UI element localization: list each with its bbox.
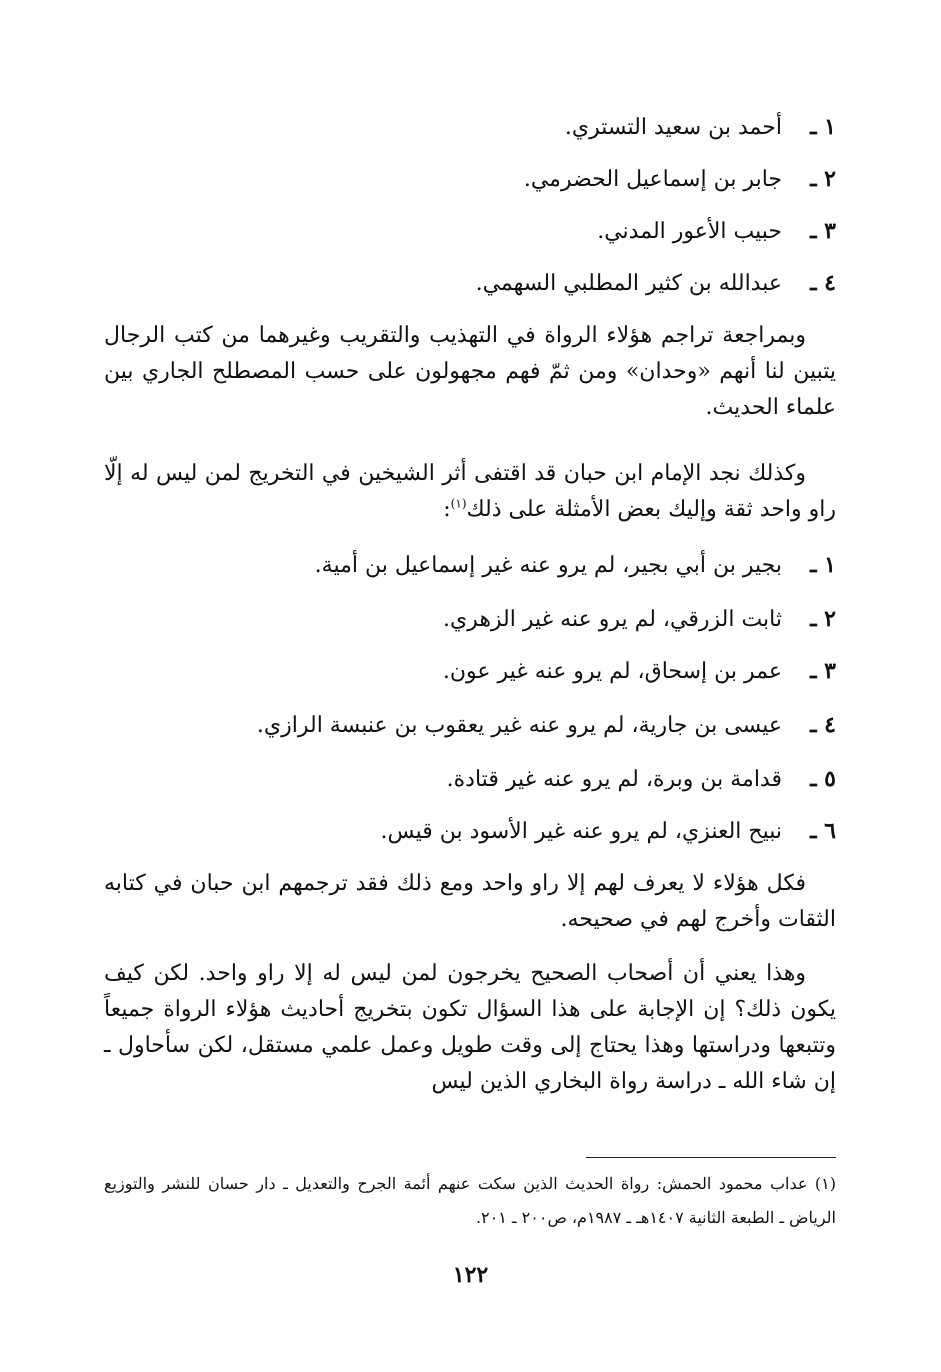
footnote [104, 1167, 836, 1235]
list-two-item [104, 754, 836, 804]
list-item-text: حبيب الأعور المدني. [597, 219, 782, 244]
list-number: ١ ـ [810, 114, 836, 140]
list-one-item [104, 258, 836, 308]
paragraph-text: وكذلك نجد الإمام ابن حبان قد اقتفى أثر الشيخين في التخريج لمن ليس له إلّا راو واحد ثقة وإليك بعض الأمثلة على ذلك [104, 461, 836, 522]
list-two-item [104, 646, 836, 696]
list-item-text: عيسى بن جارية، لم يرو عنه غير يعقوب بن عنبسة الرازي. [256, 713, 782, 738]
paragraph-sahih-authors [104, 956, 836, 1100]
list-item-text: نبيح العنزي، لم يرو عنه غير الأسود بن قيس. [380, 819, 782, 844]
list-number: ٣ ـ [810, 658, 836, 684]
list-number: ٢ ـ [810, 606, 836, 632]
footnote-divider [586, 1157, 836, 1158]
list-item-text: بجير بن أبي بجير، لم يرو عنه غير إسماعيل بن أمية. [314, 553, 782, 578]
paragraph-ibn-hibban [104, 456, 836, 528]
list-number: ٤ ـ [810, 712, 836, 738]
paragraph-rijal-review [104, 318, 836, 426]
list-item-text: قدامة بن وبرة، لم يرو عنه غير قتادة. [446, 767, 782, 792]
list-number: ٥ ـ [810, 766, 836, 792]
footnote-reference[interactable]: (١) [450, 496, 467, 511]
list-number: ٦ ـ [810, 818, 836, 844]
list-two-item [104, 700, 836, 750]
list-number: ٢ ـ [810, 166, 836, 192]
list-one-item [104, 102, 836, 152]
paragraph-text: وهذا يعني أن أصحاب الصحيح يخرجون لمن ليس له إلا راو واحد. لكن كيف يكون ذلك؟ إن الإجابة على هذا السؤال تكون بتخريج أحاديث هؤلاء الرواة جميعاً وتتبعها ودراستها وهذا يحتاج إلى وقت طويل وعمل علمي مستقل، لكن سأحاول ـ إن شاء الله ـ دراسة رواة البخاري الذين ليس [104, 961, 836, 1094]
footnote-text: (١) عداب محمود الحمش: رواة الحديث الذين سكت عنهم أئمة الجرح والتعديل ـ دار حسان للنشر والتوزيع الرياض ـ الطبعة الثانية ١٤٠٧هـ ـ ١٩٨٧م، ص٢٠٠ ـ ٢٠١. [104, 1174, 836, 1227]
list-number: ٣ ـ [810, 218, 836, 244]
list-two-item [104, 594, 836, 644]
list-number: ١ ـ [810, 552, 836, 578]
list-two-item [104, 540, 836, 590]
paragraph-single-narrator [104, 866, 836, 938]
list-item-text: عمر بن إسحاق، لم يرو عنه غير عون. [442, 659, 782, 684]
paragraph-colon: : [443, 497, 451, 522]
list-item-text: عبدالله بن كثير المطلبي السهمي. [475, 271, 782, 296]
list-one-item [104, 154, 836, 204]
paragraph-text: وبمراجعة تراجم هؤلاء الرواة في التهذيب والتقريب وغيرهما من كتب الرجال يتبين لنا أنهم «وحدان» ومن ثمّ فهم مجهولون على حسب المصطلح الجاري بين علماء الحديث. [104, 323, 836, 420]
list-one-item [104, 206, 836, 256]
list-item-text: جابر بن إسماعيل الحضرمي. [523, 167, 782, 192]
page-number: ١٢٢ [452, 1262, 489, 1288]
list-item-text: أحمد بن سعيد التستري. [564, 115, 782, 140]
list-item-text: ثابت الزرقي، لم يرو عنه غير الزهري. [442, 607, 782, 632]
list-two-item [104, 806, 836, 856]
list-number: ٤ ـ [810, 270, 836, 296]
paragraph-text: فكل هؤلاء لا يعرف لهم إلا راو واحد ومع ذلك فقد ترجمهم ابن حبان في كتابه الثقات وأخرج لهم في صحيحه. [104, 871, 836, 932]
